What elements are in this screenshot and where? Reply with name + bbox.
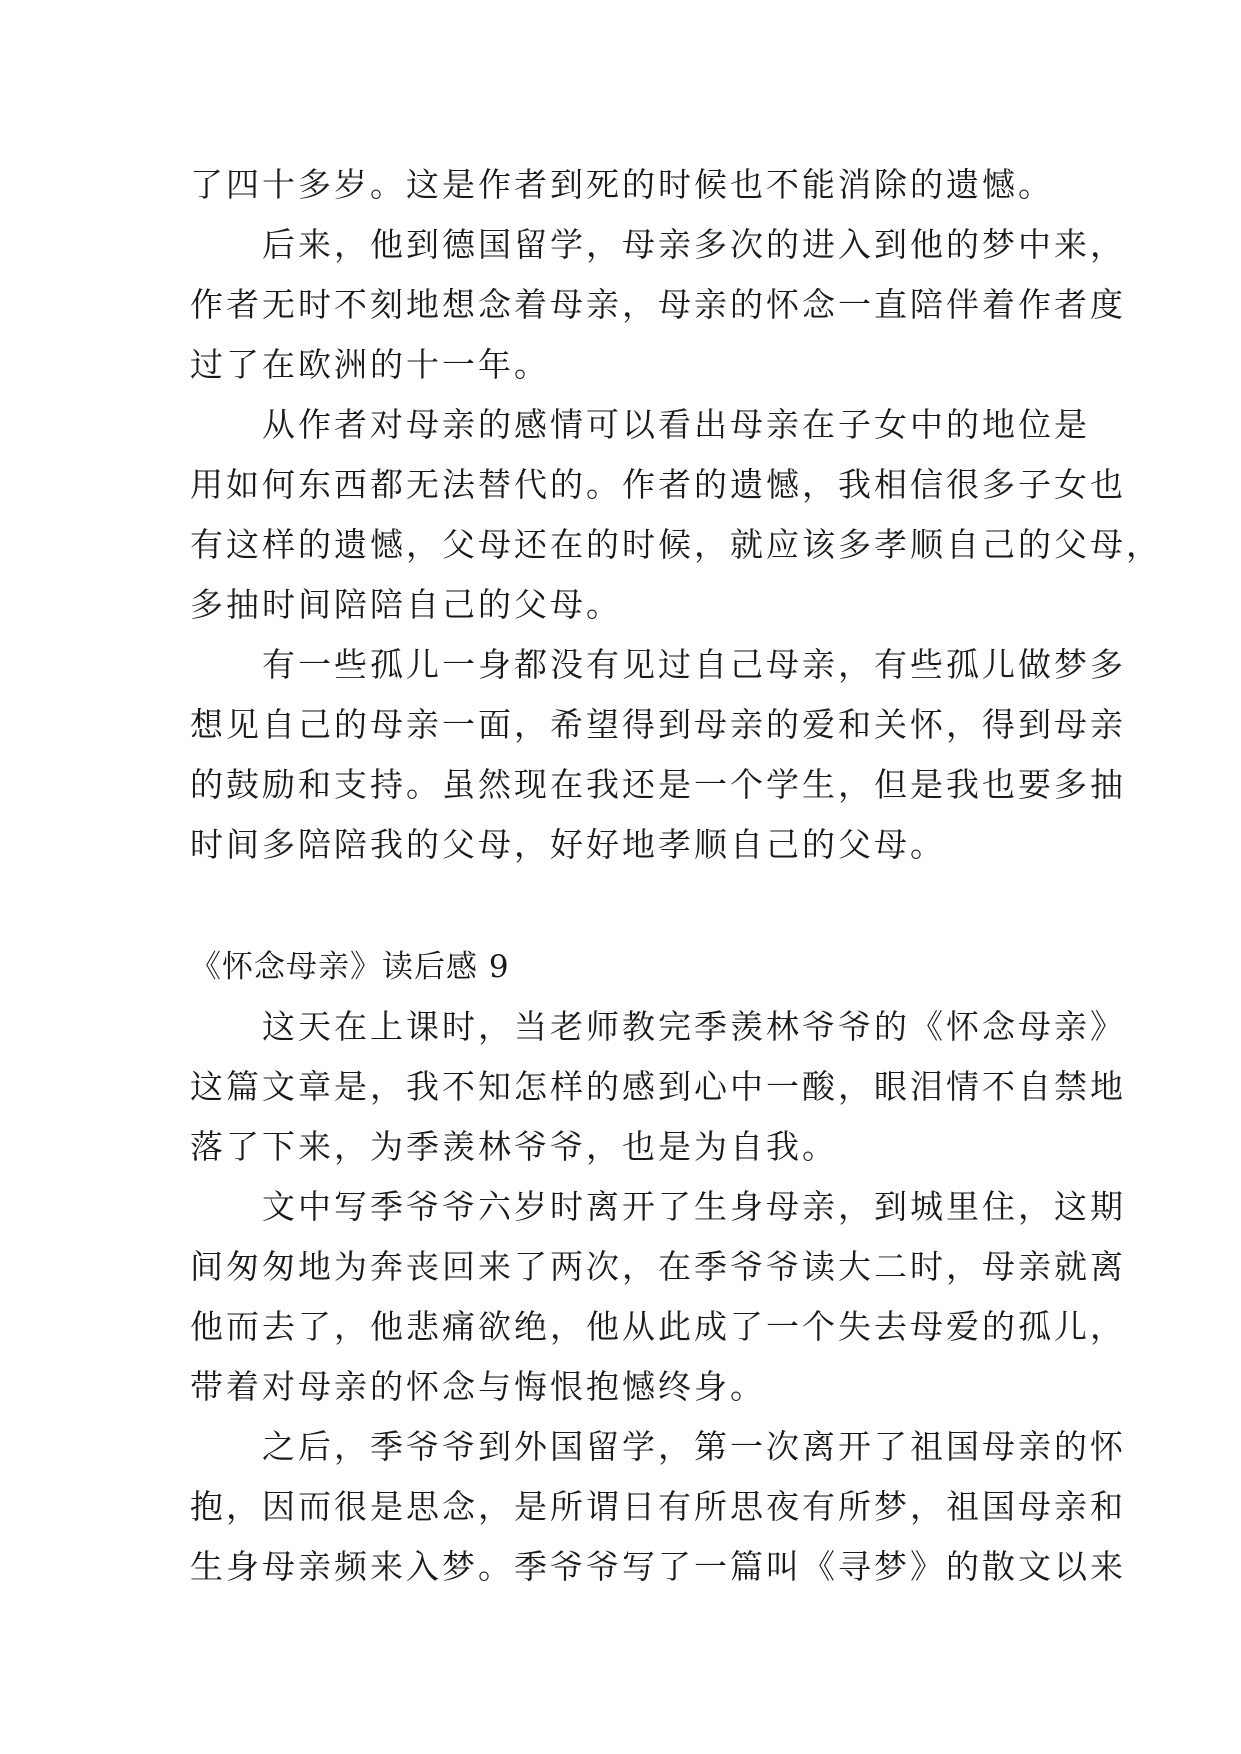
text-line: 间匆匆地为奔丧回来了两次，在季爷爷读大二时，母亲就离 [190,1247,1126,1286]
text-line: 作者无时不刻地想念着母亲，母亲的怀念一直陪伴着作者度 [190,285,1126,324]
section-heading: 《怀念母亲》读后感 9 [190,949,510,985]
text-line: 用如何东西都无法替代的。作者的遗憾，我相信很多子女也 [190,465,1126,504]
text-line: 他而去了，他悲痛欲绝，他从此成了一个失去母爱的孤儿， [190,1307,1126,1346]
text-line: 生身母亲频来入梦。季爷爷写了一篇叫《寻梦》的散文以来 [190,1547,1126,1586]
document-page [190,155,1162,1597]
section-2 [190,997,1126,1597]
text-line: 了四十多岁。这是作者到死的时候也不能消除的遗憾。 [190,165,1054,204]
text-line: 之后，季爷爷到外国留学，第一次离开了祖国母亲的怀 [190,1427,1126,1466]
text-line: 想见自己的母亲一面，希望得到母亲的爱和关怀，得到母亲 [190,705,1126,744]
section-1 [190,155,1162,875]
text-line: 过了在欧洲的十一年。 [190,345,550,384]
text-line: 这篇文章是，我不知怎样的感到心中一酸，眼泪情不自禁地 [190,1067,1126,1106]
text-line: 时间多陪陪我的父母，好好地孝顺自己的父母。 [190,825,946,864]
text-line: 多抽时间陪陪自己的父母。 [190,585,622,624]
text-line: 落了下来，为季羡林爷爷，也是为自我。 [190,1127,838,1166]
text-line: 这天在上课时，当老师教完季羡林爷爷的《怀念母亲》 [190,1007,1126,1046]
text-line: 后来，他到德国留学，母亲多次的进入到他的梦中来， [190,225,1126,264]
text-line: 有这样的遗憾，父母还在的时候，就应该多孝顺自己的父母， [190,525,1162,564]
text-line: 有一些孤儿一身都没有见过自己母亲，有些孤儿做梦多 [190,645,1126,684]
text-line: 抱，因而很是思念，是所谓日有所思夜有所梦，祖国母亲和 [190,1487,1126,1526]
text-line: 从作者对母亲的感情可以看出母亲在子女中的地位是 [190,405,1090,444]
text-line: 文中写季爷爷六岁时离开了生身母亲，到城里住，这期 [190,1187,1126,1226]
text-line: 带着对母亲的怀念与悔恨抱憾终身。 [190,1367,766,1406]
text-line: 的鼓励和支持。虽然现在我还是一个学生，但是我也要多抽 [190,765,1126,804]
